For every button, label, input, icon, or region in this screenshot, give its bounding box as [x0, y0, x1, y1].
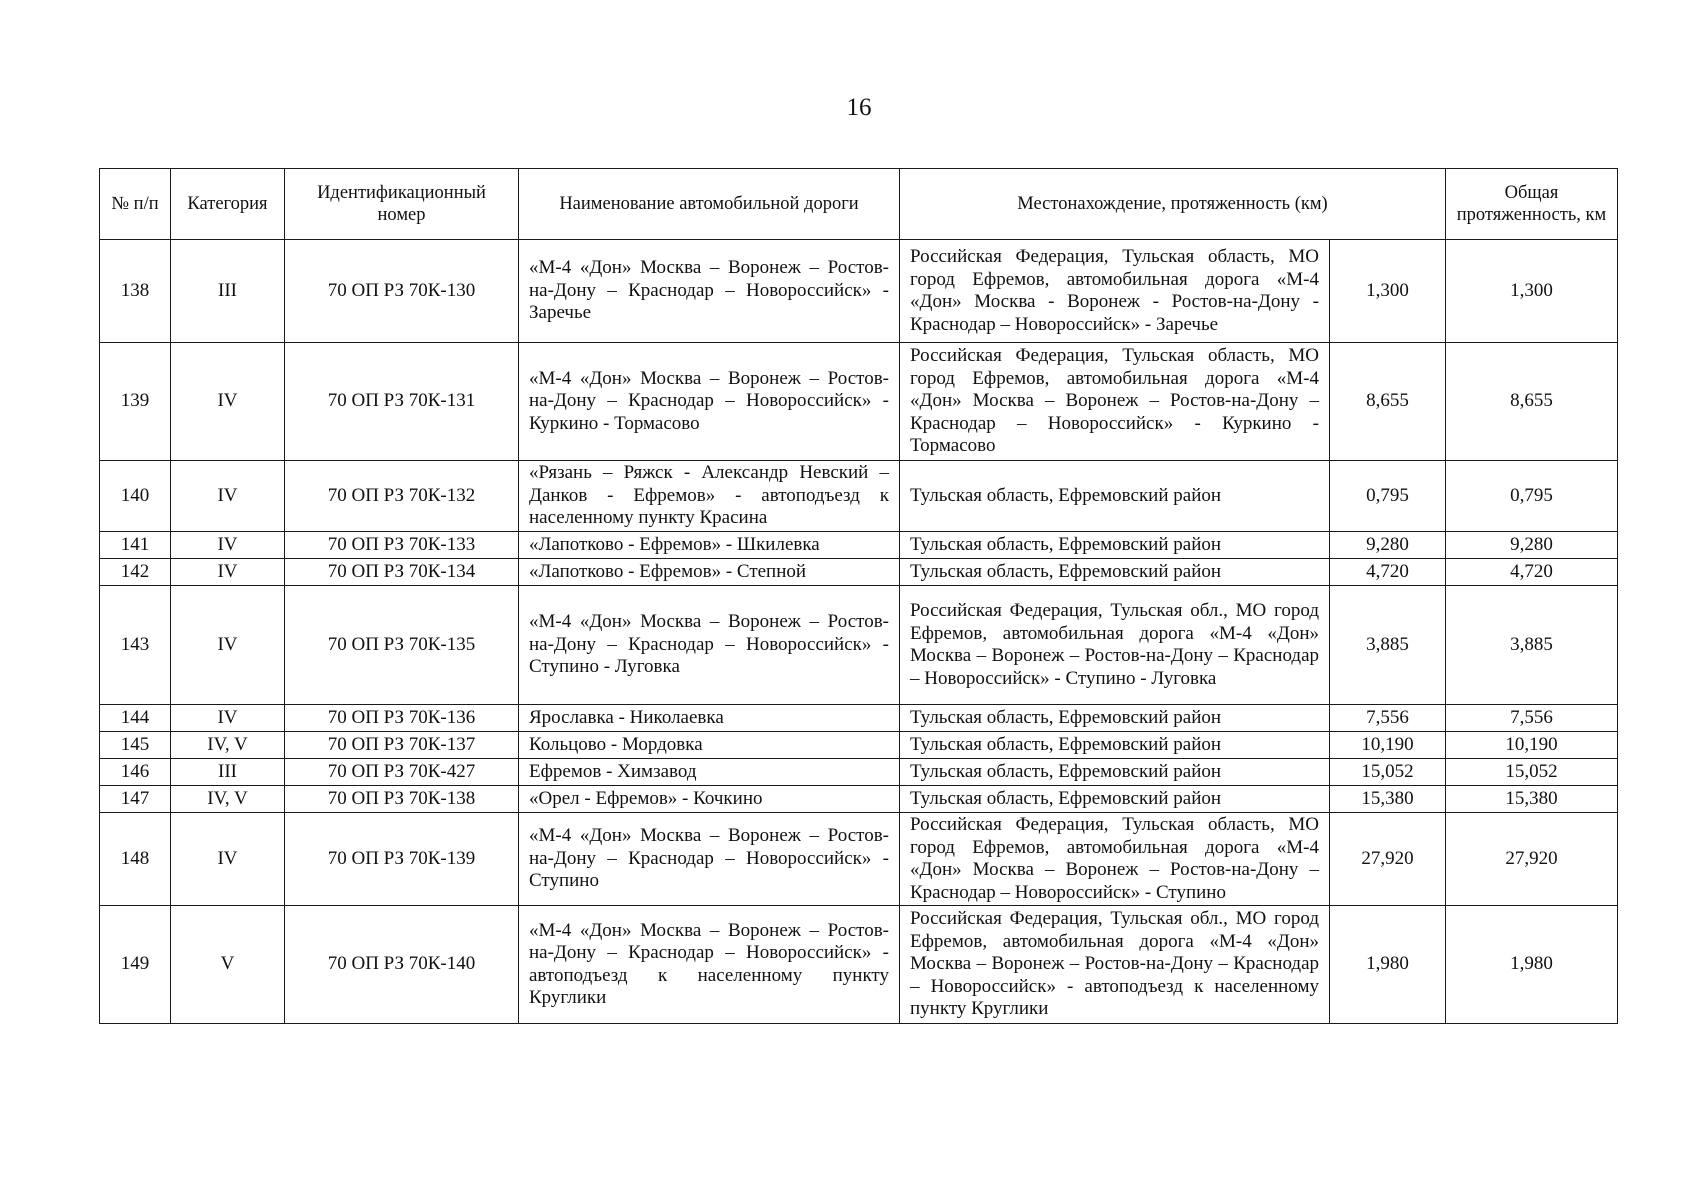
row-category: IV, V — [171, 786, 285, 813]
row-location: Тульская область, Ефремовский район — [900, 705, 1330, 732]
row-category: IV — [171, 813, 285, 906]
row-total: 27,920 — [1446, 813, 1618, 906]
row-location: Тульская область, Ефремовский район — [900, 559, 1330, 586]
row-num: 139 — [100, 343, 171, 461]
row-id: 70 ОП РЗ 70К-134 — [285, 559, 519, 586]
row-name: «Рязань – Ряжск - Александр Невский – Данков - Ефремов» - автоподъезд к населенному пункту Красина — [519, 461, 900, 532]
table-row — [100, 461, 1618, 532]
row-id: 70 ОП РЗ 70К-135 — [285, 586, 519, 705]
row-name: «Лапотково - Ефремов» - Шкилевка — [519, 532, 900, 559]
table-row — [100, 586, 1618, 705]
row-num: 144 — [100, 705, 171, 732]
row-num: 143 — [100, 586, 171, 705]
row-total: 1,980 — [1446, 906, 1618, 1024]
row-id: 70 ОП РЗ 70К-137 — [285, 732, 519, 759]
row-name: «М-4 «Дон» Москва – Воронеж – Ростов-на-Дону – Краснодар – Новороссийск» - автоподъезд к населенному пункту Круглики — [519, 906, 900, 1024]
row-total: 7,556 — [1446, 705, 1618, 732]
row-location: Российская Федерация, Тульская обл., МО город Ефремов, автомобильная дорога «М-4 «Дон» Москва – Воронеж – Ростов-на-Дону – Краснодар – Новороссийск» - Ступино - Луговка — [900, 586, 1330, 705]
row-total: 8,655 — [1446, 343, 1618, 461]
row-id: 70 ОП РЗ 70К-136 — [285, 705, 519, 732]
row-total: 1,300 — [1446, 240, 1618, 343]
row-location: Тульская область, Ефремовский район — [900, 786, 1330, 813]
row-location: Тульская область, Ефремовский район — [900, 732, 1330, 759]
table-row — [100, 343, 1618, 461]
row-num: 146 — [100, 759, 171, 786]
row-length: 27,920 — [1330, 813, 1446, 906]
row-location: Российская Федерация, Тульская область, МО город Ефремов, автомобильная дорога «М-4 «Дон» Москва – Воронеж – Ростов-на-Дону – Краснодар – Новороссийск» - Ступино — [900, 813, 1330, 906]
header-num: № п/п — [100, 169, 171, 240]
row-total: 15,380 — [1446, 786, 1618, 813]
table-row — [100, 559, 1618, 586]
row-length: 0,795 — [1330, 461, 1446, 532]
row-id: 70 ОП РЗ 70К-133 — [285, 532, 519, 559]
row-category: III — [171, 759, 285, 786]
row-id: 70 ОП РЗ 70К-139 — [285, 813, 519, 906]
row-num: 142 — [100, 559, 171, 586]
row-total: 15,052 — [1446, 759, 1618, 786]
row-num: 138 — [100, 240, 171, 343]
row-name: «Лапотково - Ефремов» - Степной — [519, 559, 900, 586]
row-length: 1,300 — [1330, 240, 1446, 343]
row-total: 4,720 — [1446, 559, 1618, 586]
row-location: Тульская область, Ефремовский район — [900, 532, 1330, 559]
row-category: IV — [171, 532, 285, 559]
row-category: IV — [171, 586, 285, 705]
row-num: 149 — [100, 906, 171, 1024]
row-name: «М-4 «Дон» Москва – Воронеж – Ростов-на-Дону – Краснодар – Новороссийск» - Куркино - Тормасово — [519, 343, 900, 461]
page-number: 16 — [846, 94, 872, 121]
row-num: 145 — [100, 732, 171, 759]
row-total: 0,795 — [1446, 461, 1618, 532]
table-row — [100, 813, 1618, 906]
row-id: 70 ОП РЗ 70К-427 — [285, 759, 519, 786]
row-num: 140 — [100, 461, 171, 532]
row-num: 147 — [100, 786, 171, 813]
table-row — [100, 732, 1618, 759]
row-length: 9,280 — [1330, 532, 1446, 559]
row-name: «М-4 «Дон» Москва – Воронеж – Ростов-на-Дону – Краснодар – Новороссийск» - Заречье — [519, 240, 900, 343]
row-category: IV, V — [171, 732, 285, 759]
row-length: 15,052 — [1330, 759, 1446, 786]
table-header-row — [100, 169, 1618, 240]
row-id: 70 ОП РЗ 70К-132 — [285, 461, 519, 532]
table-body — [100, 240, 1618, 1024]
header-total: Общая протяженность, км — [1446, 169, 1618, 240]
row-name: Ефремов - Химзавод — [519, 759, 900, 786]
header-category: Категория — [171, 169, 285, 240]
header-location: Местонахождение, протяженность (км) — [900, 169, 1446, 240]
row-name: «Орел - Ефремов» - Кочкино — [519, 786, 900, 813]
row-location: Тульская область, Ефремовский район — [900, 461, 1330, 532]
row-num: 141 — [100, 532, 171, 559]
table-row — [100, 240, 1618, 343]
row-length: 1,980 — [1330, 906, 1446, 1024]
row-name: «М-4 «Дон» Москва – Воронеж – Ростов-на-Дону – Краснодар – Новороссийск» - Ступино — [519, 813, 900, 906]
header-id: Идентификационный номер — [285, 169, 519, 240]
row-category: IV — [171, 461, 285, 532]
row-id: 70 ОП РЗ 70К-131 — [285, 343, 519, 461]
table-row — [100, 906, 1618, 1024]
row-location: Тульская область, Ефремовский район — [900, 759, 1330, 786]
row-name: «М-4 «Дон» Москва – Воронеж – Ростов-на-Дону – Краснодар – Новороссийск» - Ступино - Луговка — [519, 586, 900, 705]
row-total: 10,190 — [1446, 732, 1618, 759]
header-name: Наименование автомобильной дороги — [519, 169, 900, 240]
row-total: 3,885 — [1446, 586, 1618, 705]
row-category: IV — [171, 343, 285, 461]
row-category: V — [171, 906, 285, 1024]
row-category: IV — [171, 705, 285, 732]
row-category: III — [171, 240, 285, 343]
table-row — [100, 705, 1618, 732]
row-length: 7,556 — [1330, 705, 1446, 732]
table-row — [100, 532, 1618, 559]
row-name: Ярославка - Николаевка — [519, 705, 900, 732]
table-row — [100, 759, 1618, 786]
table-row — [100, 786, 1618, 813]
roads-table — [99, 168, 1618, 1024]
row-length: 3,885 — [1330, 586, 1446, 705]
row-total: 9,280 — [1446, 532, 1618, 559]
row-id: 70 ОП РЗ 70К-140 — [285, 906, 519, 1024]
row-num: 148 — [100, 813, 171, 906]
row-id: 70 ОП РЗ 70К-130 — [285, 240, 519, 343]
row-length: 8,655 — [1330, 343, 1446, 461]
row-category: IV — [171, 559, 285, 586]
row-name: Кольцово - Мордовка — [519, 732, 900, 759]
row-location: Российская Федерация, Тульская обл., МО город Ефремов, автомобильная дорога «М-4 «Дон» Москва – Воронеж – Ростов-на-Дону – Краснодар – Новороссийск» - автоподъезд к населенному пункту Круглики — [900, 906, 1330, 1024]
row-length: 10,190 — [1330, 732, 1446, 759]
row-location: Российская Федерация, Тульская область, МО город Ефремов, автомобильная дорога «М-4 «Дон» Москва – Воронеж – Ростов-на-Дону – Краснодар – Новороссийск» - Куркино - Тормасово — [900, 343, 1330, 461]
row-length: 15,380 — [1330, 786, 1446, 813]
row-length: 4,720 — [1330, 559, 1446, 586]
row-location: Российская Федерация, Тульская область, МО город Ефремов, автомобильная дорога «М-4 «Дон» Москва - Воронеж - Ростов-на-Дону - Краснодар – Новороссийск» - Заречье — [900, 240, 1330, 343]
row-id: 70 ОП РЗ 70К-138 — [285, 786, 519, 813]
